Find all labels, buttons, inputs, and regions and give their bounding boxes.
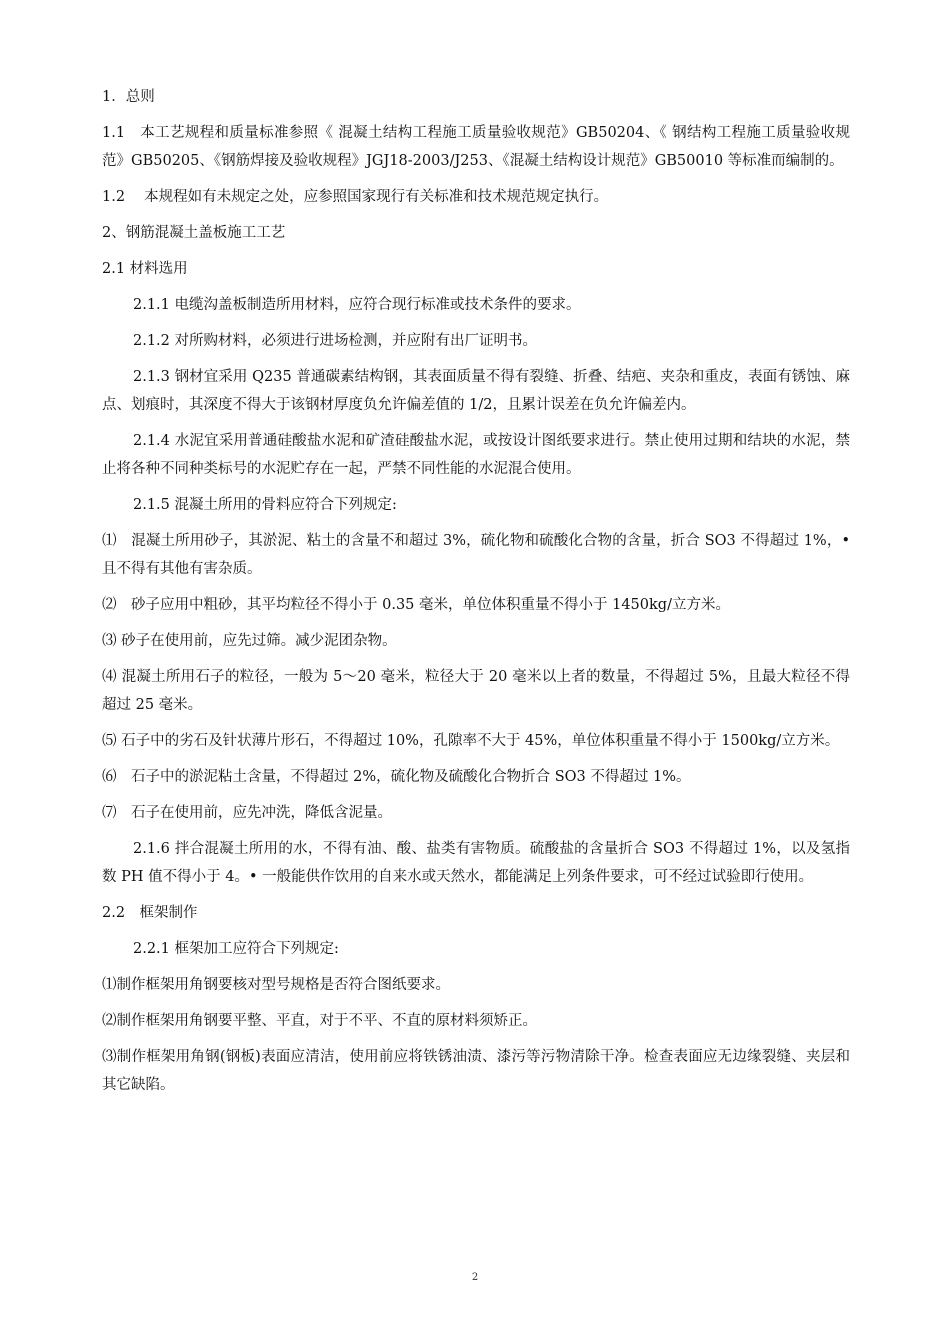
document-body: [102, 83, 850, 1107]
list-item-7: ⑺ 石子在使用前，应先冲洗，降低含泥量。: [102, 805, 392, 821]
frame-item-2: ⑵制作框架用角钢要平整、平直，对于不平、不直的原材料须矫正。: [102, 1013, 537, 1029]
page-number: 2: [471, 1272, 479, 1283]
list-item-6: ⑹ 石子中的淤泥粘土含量，不得超过 2%，硫化物及硫酸化合物折合 SO3 不得超过 1%。: [102, 769, 691, 785]
subsection-heading-materials: 2.1 材料选用: [102, 261, 188, 277]
clause-2-1-1: 2.1.1 电缆沟盖板制造所用材料，应符合现行标准或技术条件的要求。: [133, 297, 581, 313]
clause-2-1-2: 2.1.2 对所购材料，必须进行进场检测，并应附有出厂证明书。: [133, 333, 538, 349]
subsection-heading-frame-fabrication: 2.2 框架制作: [102, 905, 198, 921]
list-item-1: ⑴ 混凝土所用砂子，其淤泥、粘土的含量不和超过 3%，硫化物和硫酸化合物的含量，折合 SO3 不得超过 1%，• 且不得有其他有害杂质。: [102, 533, 850, 577]
clause-2-1-6: 2.1.6 拌合混凝土所用的水，不得有油、酸、盐类有害物质。硫酸盐的含量折合 SO3 不得超过 1%，以及氢指数 PH 值不得小于 4。• 一般能供作饮用的自来水或天然水，都能满足上列条件要求，可不经过试验即行使用。: [102, 841, 850, 885]
clause-1-1: 1.1 本工艺规程和质量标准参照《 混凝土结构工程施工质量验收规范》GB50204、《 钢结构工程施工质量验收规范》GB50205、《钢筋焊接及验收规程》JGJ18-2003/J253、《混凝土结构设计规范》GB50010 等标准而编制的。: [102, 125, 850, 169]
frame-item-3: ⑶制作框架用角钢(钢板)表面应清洁，使用前应将铁锈油渍、漆污等污物清除干净。检查表面应无边缘裂缝、夹层和其它缺陷。: [102, 1049, 850, 1093]
list-item-5: ⑸ 石子中的劣石及针状薄片形石，不得超过 10%，孔隙率不大于 45%，单位体积重量不得小于 1500kg/立方米。: [102, 733, 840, 749]
section-heading-construction-process: 2、钢筋混凝土盖板施工工艺: [102, 225, 286, 241]
frame-item-1: ⑴制作框架用角钢要核对型号规格是否符合图纸要求。: [102, 977, 450, 993]
list-item-2: ⑵ 砂子应用中粗砂，其平均粒径不得小于 0.35 毫米，单位体积重量不得小于 1450kg/立方米。: [102, 597, 730, 613]
section-heading-general: 1．总则: [102, 89, 155, 105]
clause-2-1-3: 2.1.3 钢材宜采用 Q235 普通碳素结构钢，其表面质量不得有裂缝、折叠、结疤、夹杂和重皮，表面有锈蚀、麻点、划痕时，其深度不得大于该钢材厚度负允许偏差值的 1/2，且累计误差在负允许偏差内。: [102, 369, 850, 413]
list-item-4: ⑷ 混凝土所用石子的粒径，一般为 5～20 毫米，粒径大于 20 毫米以上者的数量，不得超过 5%，且最大粒径不得超过 25 毫米。: [102, 669, 850, 713]
clause-2-1-5: 2.1.5 混凝土所用的骨料应符合下列规定:: [133, 497, 397, 513]
clause-2-2-1: 2.2.1 框架加工应符合下列规定:: [133, 941, 339, 957]
clause-1-2: 1.2 本规程如有未规定之处，应参照国家现行有关标准和技术规范规定执行。: [102, 189, 609, 205]
clause-2-1-4: 2.1.4 水泥宜采用普通硅酸盐水泥和矿渣硅酸盐水泥，或按设计图纸要求进行。禁止使用过期和结块的水泥，禁止将各种不同种类标号的水泥贮存在一起，严禁不同性能的水泥混合使用。: [102, 433, 850, 477]
list-item-3: ⑶ 砂子在使用前，应先过筛。减少泥团杂物。: [102, 633, 397, 649]
